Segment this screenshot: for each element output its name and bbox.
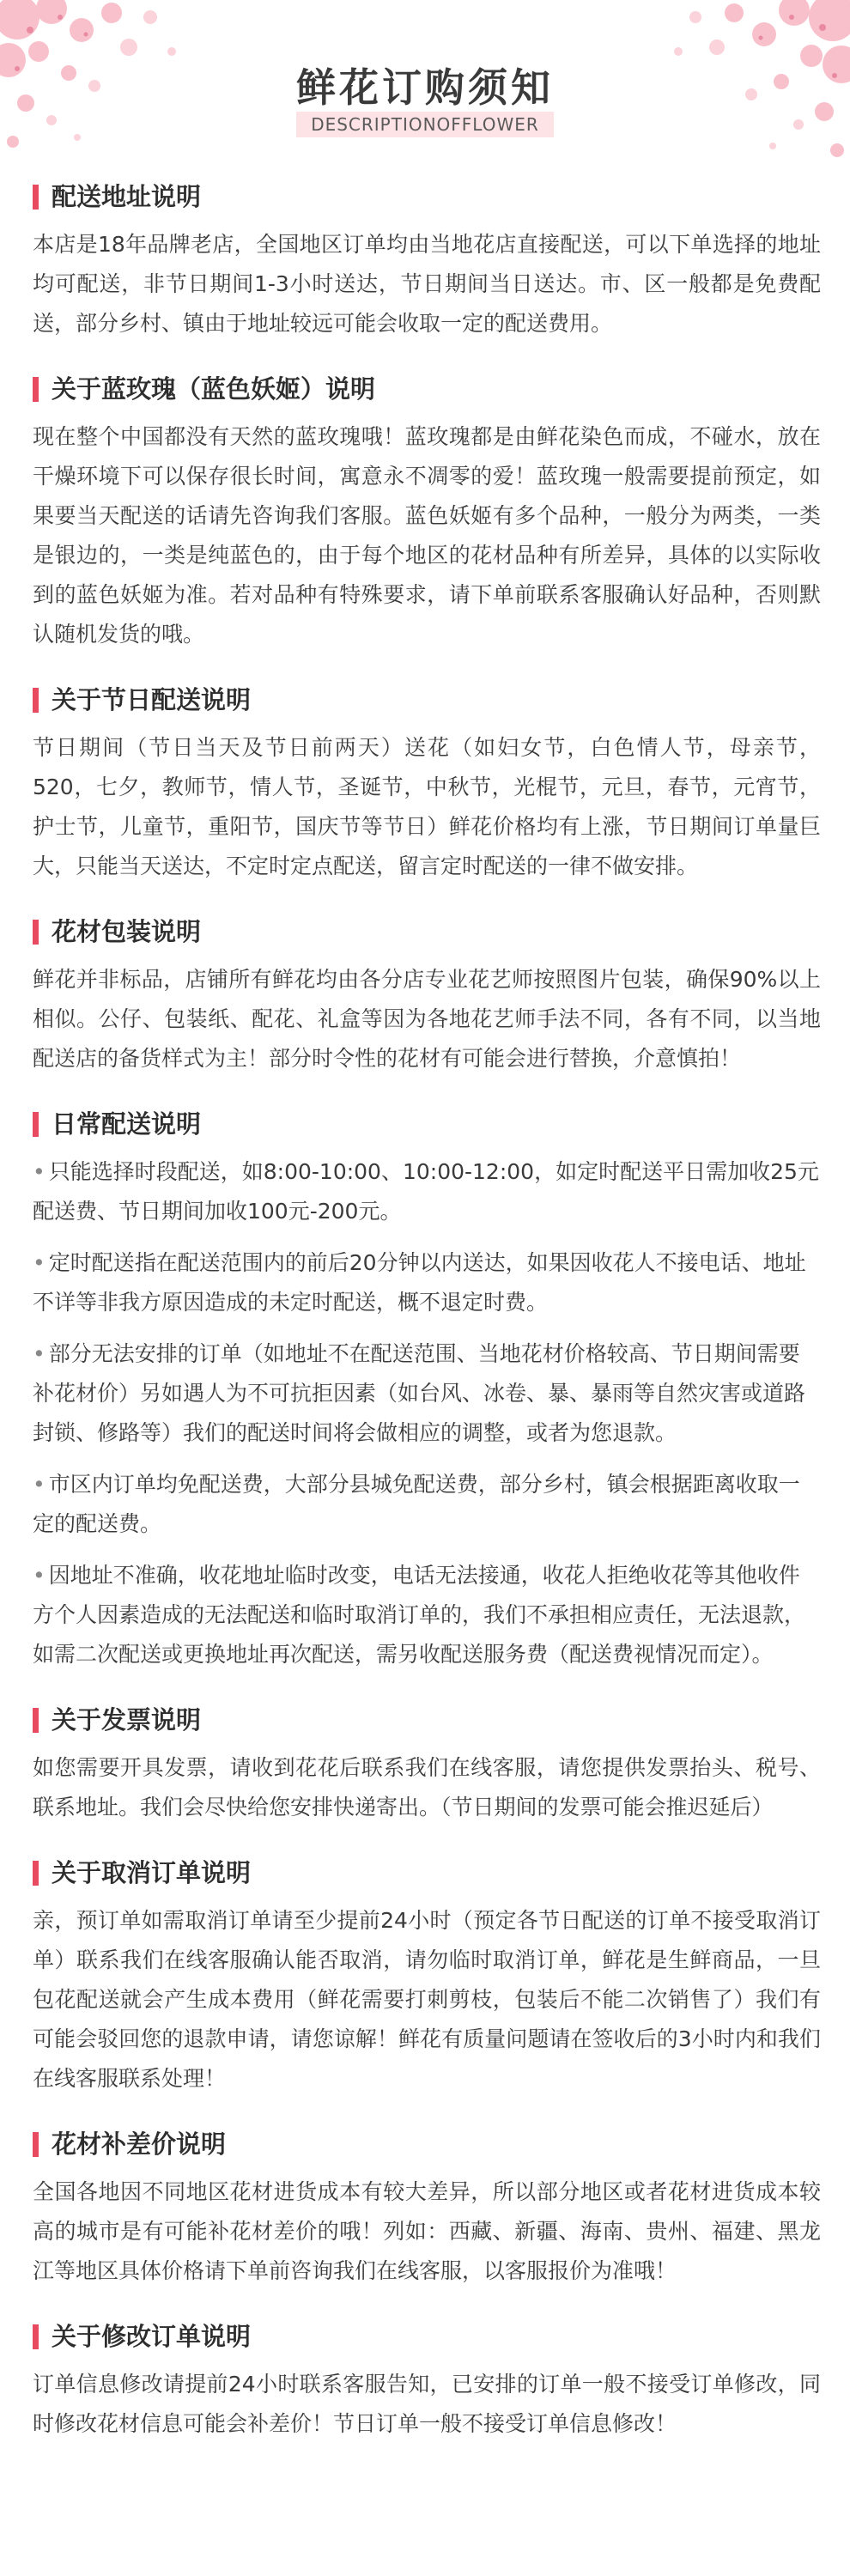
section-text: 本店是18年品牌老店，全国地区订单均由当地花店直接配送，可以下单选择的地址均可配送，非节日期间1-3小时送达，节日期间当日送达。市、区一般都是免费配送，部分乡村、镇由于地址较远可能会收取一定的配送费用。: [33, 232, 821, 336]
section-title: 关于发票说明: [52, 1705, 202, 1735]
section-text: 现在整个中国都没有天然的蓝玫瑰哦！蓝玫瑰都是由鲜花染色而成，不碰水，放在干燥环境下可以保存很长时间，寓意永不凋零的爱！蓝玫瑰一般需要提前预定，如果要当天配送的话请先咨询我们客服。蓝色妖姬有多个品种，一般分为两类，一类是银边的，一类是纯蓝色的，由于每个地区的花材品种有所差异，具体的以实际收到的蓝色妖姬为准。若对品种有特殊要求，请下单前联系客服确认好品种，否则默认随机发货的哦。: [33, 424, 821, 647]
bullet-item: • 部分无法安排的订单（如地址不在配送范围、当地花材价格较高、节日期间需要补花材价）另如遇人为不可抗拒因素（如台风、冰卷、暴、暴雨等自然灾害或道路封锁、修路等）我们的配送时间将会做相应的调整，或者为您退款。: [33, 1341, 806, 1445]
bullet-dot-icon: •: [33, 1472, 46, 1497]
section-daily-delivery: [33, 1108, 821, 1674]
section-title: 花材包装说明: [52, 917, 202, 946]
bullet-dot-icon: •: [33, 1341, 46, 1366]
bullet-item: • 因地址不准确，收花地址临时改变，电话无法接通，收花人拒绝收花等其他收件方个人因素造成的无法配送和临时取消订单的，我们不承担相应责任，无法退款，如需二次配送或更换地址再次配送，需另收配送服务费（配送费视情况而定）。: [33, 1563, 806, 1667]
section-price-difference: [33, 2128, 821, 2291]
section-marker: [33, 920, 39, 945]
section-marker: [33, 2132, 39, 2157]
section-holiday-delivery: [33, 683, 821, 886]
section-title: 关于取消订单说明: [52, 1858, 252, 1887]
section-text: 节日期间（节日当天及节日前两天）送花（如妇女节，白色情人节，母亲节，520，七夕，教师节，情人节，圣诞节，中秋节，光棍节，元旦，春节，元宵节，护士节，儿童节，重阳节，国庆节等节日）鲜花价格均有上涨，节日期间订单量巨大，只能当天送达，不定时定点配送，留言定时配送的一律不做安排。: [33, 735, 821, 878]
bullet-dot-icon: •: [33, 1159, 46, 1184]
section-title: 日常配送说明: [52, 1109, 202, 1139]
section-title: 花材补差价说明: [52, 2129, 227, 2159]
section-text: 全国各地因不同地区花材进货成本有较大差异，所以部分地区或者花材进货成本较高的城市是有可能补花材差价的哦！列如：西藏、新疆、海南、贵州、福建、黑龙江等地区具体价格请下单前咨询我们在线客服，以客服报价为准哦！: [33, 2179, 821, 2283]
section-title: 关于修改订单说明: [52, 2322, 252, 2351]
bullet-dot-icon: •: [33, 1563, 46, 1588]
bullet-item: • 定时配送指在配送范围内的前后20分钟以内送达，如果因收花人不接电话、地址不详等非我方原因造成的未定时配送，概不退定时费。: [33, 1250, 806, 1315]
bullet-dot-icon: •: [33, 1250, 46, 1275]
section-marker: [33, 688, 39, 713]
page-subtitle: DESCRIPTIONOFFLOWER: [311, 114, 539, 135]
page-header: [0, 0, 850, 172]
bullet-item: • 只能选择时段配送，如8:00-10:00、10:00-12:00，如定时配送平日需加收25元配送费、节日期间加收100元-200元。: [33, 1159, 819, 1224]
section-delivery-address: [33, 180, 821, 343]
section-packaging: [33, 915, 821, 1078]
notice-content: [33, 180, 821, 2473]
section-title: 关于节日配送说明: [52, 685, 252, 714]
section-marker: [33, 1708, 39, 1733]
section-marker: [33, 1861, 39, 1886]
section-marker: [33, 185, 39, 210]
section-marker: [33, 2324, 39, 2349]
section-cancel-order: [33, 1856, 821, 2099]
section-title: 关于蓝玫瑰（蓝色妖姬）说明: [52, 374, 376, 404]
section-marker: [33, 1112, 39, 1137]
section-text: 亲，预订单如需取消订单请至少提前24小时（预定各节日配送的订单不接受取消订单）联系我们在线客服确认能否取消，请勿临时取消订单，鲜花是生鲜商品，一旦包花配送就会产生成本费用（鲜花需要打刺剪枝，包装后不能二次销售了）我们有可能会驳回您的退款申请，请您谅解！鲜花有质量问题请在签收后的3小时内和我们在线客服联系处理！: [33, 1908, 821, 2091]
section-title: 配送地址说明: [52, 182, 202, 211]
section-invoice: [33, 1704, 821, 1827]
section-text: 鲜花并非标品，店铺所有鲜花均由各分店专业花艺师按照图片包装，确保90%以上相似。公仔、包装纸、配花、礼盒等因为各地花艺师手法不同，各有不同，以当地配送店的备货样式为主！部分时令性的花材有可能会进行替换，介意慎拍！: [33, 967, 821, 1071]
section-text: 如您需要开具发票，请收到花花后联系我们在线客服，请您提供发票抬头、税号、联系地址。我们会尽快给您安排快递寄出。（节日期间的发票可能会推迟延后）: [33, 1755, 821, 1820]
section-blue-rose: [33, 373, 821, 654]
section-text: 订单信息修改请提前24小时联系客服告知，已安排的订单一般不接受订单修改，同时修改花材信息可能会补差价！节日订单一般不接受订单信息修改！: [33, 2372, 821, 2436]
section-modify-order: [33, 2320, 821, 2444]
section-marker: [33, 377, 39, 402]
page-title: 鲜花订购须知: [296, 64, 554, 111]
bullet-item: • 市区内订单均免配送费，大部分县城免配送费，部分乡村，镇会根据距离收取一定的配送费。: [33, 1472, 800, 1536]
